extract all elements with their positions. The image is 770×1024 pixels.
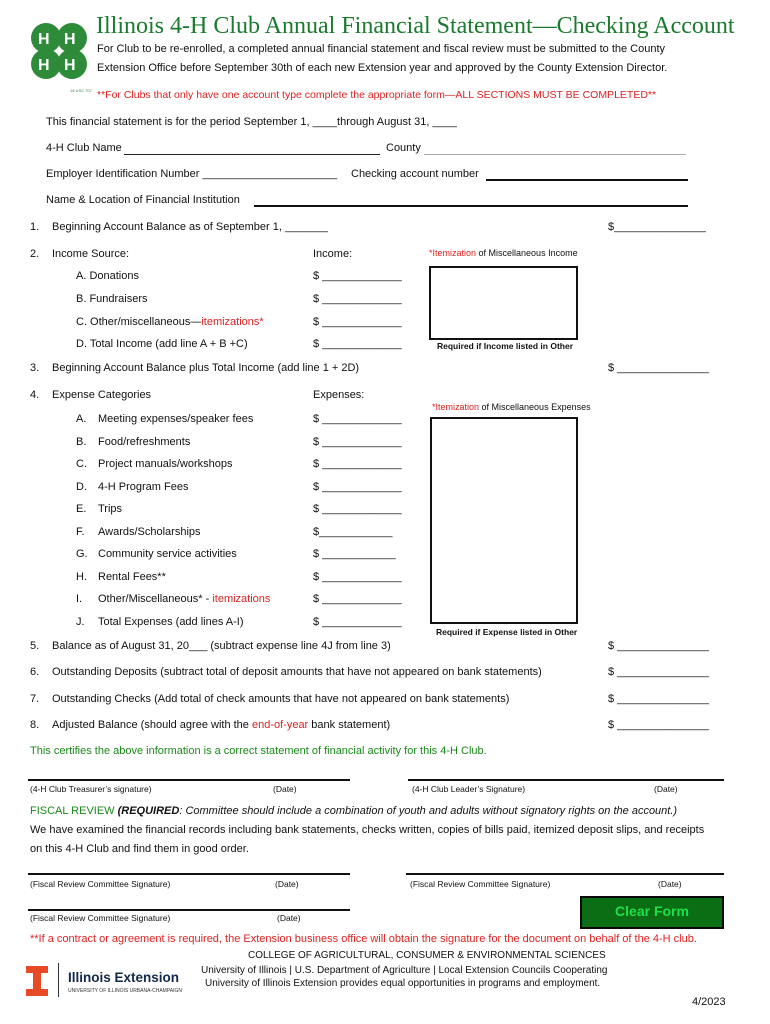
svg-text:H: H [38,31,50,48]
line-7-num: 7. [30,693,40,705]
expense-row-label: 4-H Program Fees [98,481,189,493]
line-3-label: Beginning Account Balance plus Total Income (add line 1 + 2D) [52,362,360,374]
expense-row-amount[interactable]: $ _____________ [313,571,402,583]
certification-text: This certifies the above information is a correct statement of financial activity for this 4-H Club. [30,745,487,757]
expense-row-letter: F. [76,526,85,538]
income-itemization-caption: *Itemization of Miscellaneous Income [429,248,578,258]
expense-itemization-box[interactable] [430,417,578,624]
income-itemization-box[interactable] [429,266,578,340]
intro-line-2: Extension Office before September 30th of each new Extension year and approved by the County Extension Director. [97,62,668,74]
4h-clover-logo [24,16,94,94]
line-2a-label: A. Donations [76,270,139,282]
treasurer-date-label: (Date) [273,784,297,794]
expense-row-label: Community service activities [98,548,237,560]
line-3-amount[interactable]: $ _______________ [608,362,709,374]
expense-row-letter: H. [76,571,87,583]
fiscal-signature-label-3: (Fiscal Review Committee Signature) [30,913,171,923]
expense-row-label: Rental Fees** [98,571,166,583]
line-8-amount[interactable]: $ _______________ [608,719,709,731]
expense-row-amount[interactable]: $ _____________ [313,503,402,515]
line-6-num: 6. [30,666,40,678]
expense-row-label: Project manuals/workshops [98,458,233,470]
contract-note: **If a contract or agreement is required, the Extension business office will obtain the signature for the document on behalf of the 4-H club. [30,933,697,945]
expense-required-note: Required if Expense listed in Other [436,627,578,637]
expense-row-label: Other/Miscellaneous* - itemizations [98,593,271,605]
period-text: This financial statement is for the period September 1, ____through August 31, ____ [46,116,457,128]
club-name-field[interactable] [124,154,380,155]
fiscal-review-body-1: We have examined the financial records including bank statements, checks written, copies of bills paid, itemized deposit slips, and receipts [30,824,705,836]
svg-text:H: H [64,31,76,48]
fiscal-signature-label-2: (Fiscal Review Committee Signature) [410,879,551,889]
line-3-num: 3. [30,362,40,374]
line-5-amount[interactable]: $ _______________ [608,640,709,652]
checking-label: Checking account number [351,168,479,180]
line-1-num: 1. [30,221,40,233]
line-2b-label: B. Fundraisers [76,293,148,305]
fiscal-date-label-2: (Date) [658,879,682,889]
expense-row-label: Trips [98,503,123,515]
income-required-note: Required if Income listed in Other [437,341,574,351]
fiscal-signature-field-2[interactable] [406,873,724,875]
expense-row-letter: G. [76,548,88,560]
svg-text:H: H [64,57,76,74]
expense-row-letter: B. [76,436,87,448]
expense-row-amount[interactable]: $ _____________ [313,458,402,470]
expense-row-label: Awards/Scholarships [98,526,201,538]
fiscal-review-body-2: on this 4-H Club and find them in good order. [30,843,249,855]
footer-divider [58,963,59,997]
line-2c-amount[interactable]: $ _____________ [313,316,402,328]
line-6-label: Outstanding Deposits (subtract total of deposit amounts that have not appeared on bank statements) [52,666,542,678]
expense-row-letter: A. [76,413,87,425]
line-2b-amount[interactable]: $ _____________ [313,293,402,305]
income-header: Income: [313,248,353,260]
treasurer-signature-field[interactable] [28,779,350,781]
expense-row-amount[interactable]: $ _____________ [313,436,402,448]
treasurer-signature-label: (4-H Club Treasurer’s signature) [30,784,152,794]
ein-label: Employer Identification Number ______________________ [46,168,338,180]
footer-line-3: University of Illinois Extension provides equal opportunities in programs and employment. [205,978,601,989]
line-2c-label: C. Other/miscellaneous—itemizations* [76,316,264,328]
expense-row-letter: D. [76,481,87,493]
fiscal-signature-field-3[interactable] [28,909,350,911]
institution-field[interactable] [254,205,688,207]
expense-row-amount[interactable]: $ ____________ [313,548,396,560]
expense-row-label: Food/refreshments [98,436,191,448]
line-6-amount[interactable]: $ _______________ [608,666,709,678]
leader-signature-label: (4-H Club Leader’s Signature) [412,784,526,794]
expense-row-letter: I. [76,593,83,605]
expense-row-label: Meeting expenses/speaker fees [98,413,254,425]
expense-row-letter: J. [76,616,85,628]
clear-form-button[interactable]: Clear Form [580,896,724,929]
county-label: County [386,142,421,154]
intro-line-1: For Club to be re-enrolled, a completed annual financial statement and fiscal review must be submitted to the County [97,43,666,55]
line-4-label: Expense Categories [52,389,152,401]
page-title: Illinois 4-H Club Annual Financial Statement—Checking Account [96,13,735,39]
line-2-label: Income Source: [52,248,130,260]
footer-college: COLLEGE OF AGRICULTURAL, CONSUMER & ENVIRONMENTAL SCIENCES [248,950,606,961]
line-2d-amount[interactable]: $ _____________ [313,338,402,350]
leader-signature-field[interactable] [408,779,724,781]
county-field[interactable] [424,154,686,155]
expense-row-amount[interactable]: $ _____________ [313,413,402,425]
footer-brand-sub: UNIVERSITY OF ILLINOIS URBANA-CHAMPAIGN [68,988,183,994]
expense-row-amount[interactable]: $____________ [313,526,393,538]
fiscal-date-label-3: (Date) [277,913,301,923]
line-4-num: 4. [30,389,40,401]
expense-header: Expenses: [313,389,365,401]
line-2a-amount[interactable]: $ _____________ [313,270,402,282]
line-5-label: Balance as of August 31, 20___ (subtract expense line 4J from line 3) [52,640,391,652]
expense-row-label: Total Expenses (add lines A-I) [98,616,244,628]
line-5-num: 5. [30,640,40,652]
line-1-amount[interactable]: $_______________ [608,221,706,233]
line-8-num: 8. [30,719,40,731]
fiscal-date-label-1: (Date) [275,879,299,889]
svg-text:H: H [38,57,50,74]
svg-text:16 USC 707: 16 USC 707 [70,88,92,93]
illinois-block-i-icon [26,966,48,996]
notice: **For Clubs that only have one account type complete the appropriate form—ALL SECTIONS MUST BE COMPLETED** [97,89,657,101]
fiscal-review-heading: FISCAL REVIEW (REQUIRED: Committee should include a combination of youth and adults without signatory rights on the account.) [30,805,678,817]
expense-itemization-caption: *Itemization of Miscellaneous Expenses [432,402,591,412]
line-2d-label: D. Total Income (add line A + B +C) [76,338,248,350]
expense-row-letter: E. [76,503,87,515]
line-7-label: Outstanding Checks (Add total of check amounts that have not appeared on bank statements) [52,693,510,705]
line-7-amount[interactable]: $ _______________ [608,693,709,705]
fiscal-signature-label-1: (Fiscal Review Committee Signature) [30,879,171,889]
expense-row-amount[interactable]: $ _____________ [313,593,402,605]
leader-date-label: (Date) [654,784,678,794]
fiscal-signature-field-1[interactable] [28,873,350,875]
footer-brand: Illinois Extension [68,970,180,985]
expense-row-amount[interactable]: $ _____________ [313,616,402,628]
line-2-num: 2. [30,248,40,260]
club-name-label: 4-H Club Name [46,142,122,154]
footer-line-2: University of Illinois | U.S. Department of Agriculture | Local Extension Councils Cooperating [201,965,608,976]
checking-field[interactable] [486,179,688,181]
line-8-label: Adjusted Balance (should agree with the end-of-year bank statement) [52,719,391,731]
line-1-label: Beginning Account Balance as of September 1, _______ [52,221,328,233]
institution-label: Name & Location of Financial Institution [46,194,240,206]
expense-row-amount[interactable]: $ _____________ [313,481,402,493]
version-date: 4/2023 [692,996,726,1008]
expense-row-letter: C. [76,458,87,470]
